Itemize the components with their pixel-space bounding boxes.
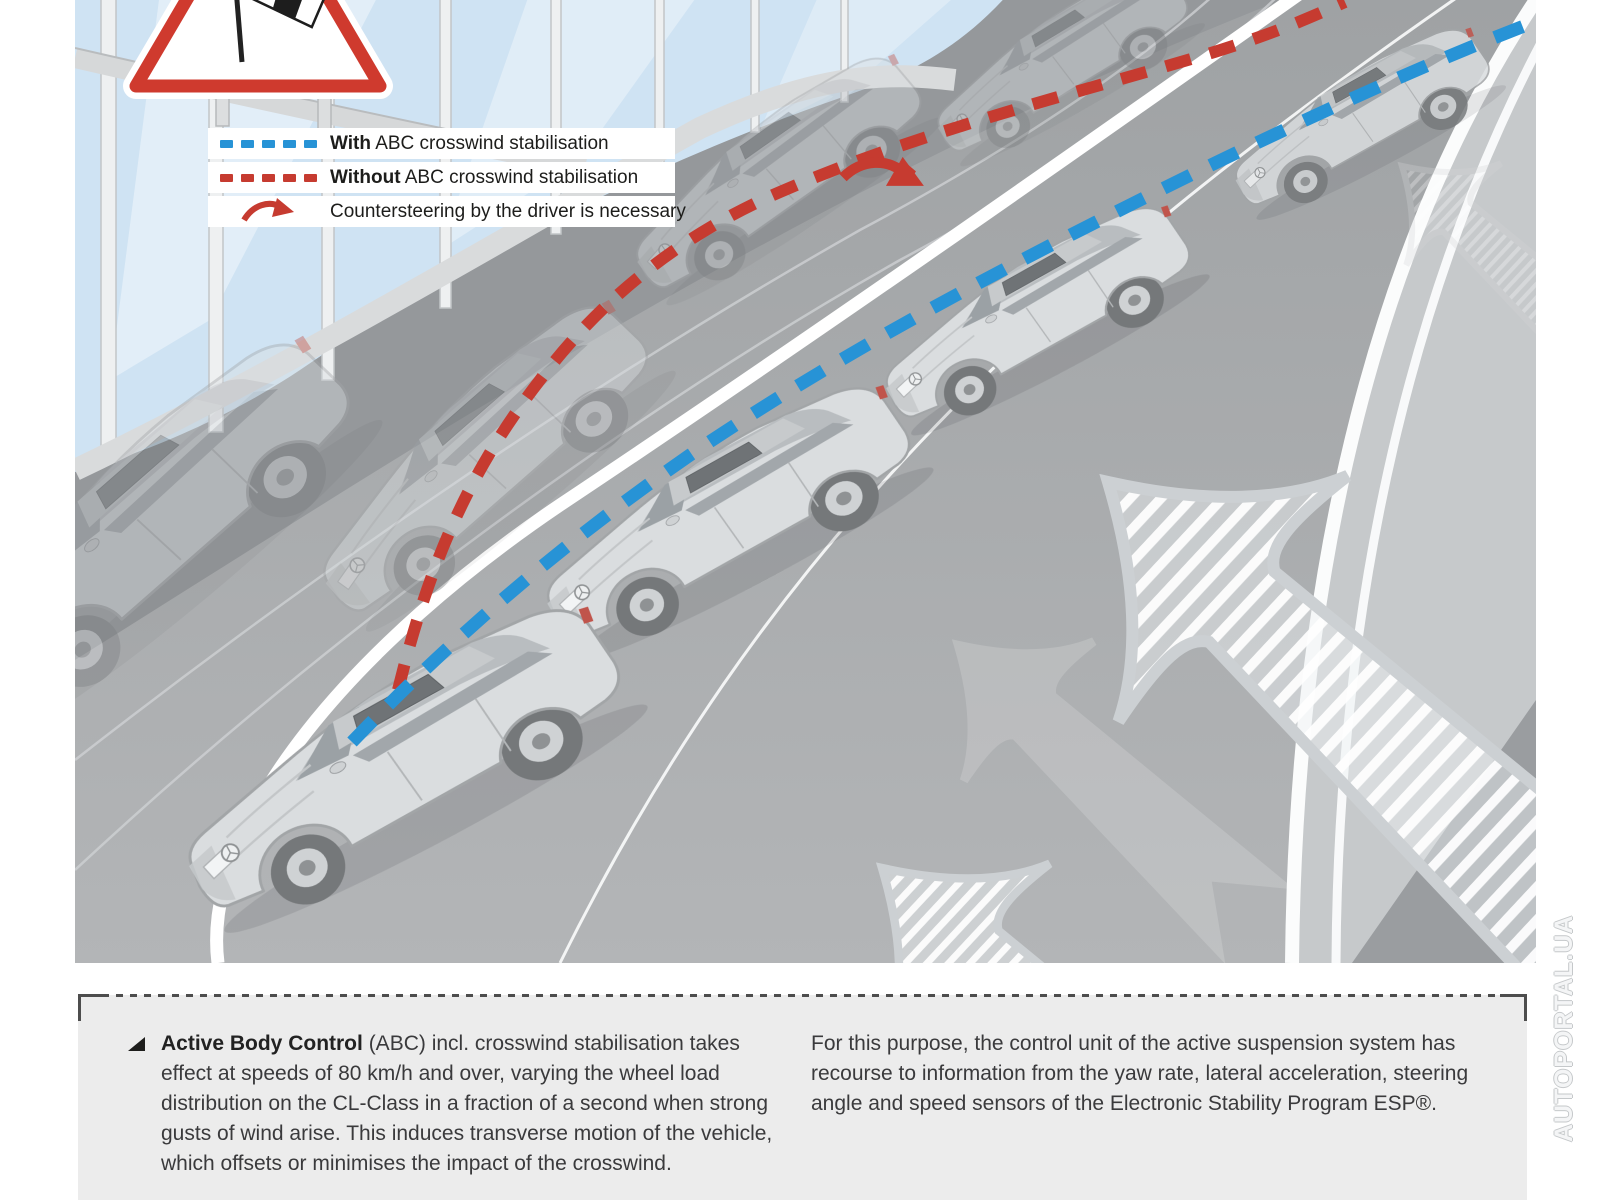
caption-box [78, 995, 1527, 1200]
corner-bracket-right [1500, 994, 1527, 1021]
caption-left-column [128, 1029, 773, 1179]
caption-right-text: For this purpose, the control unit of the active suspension system has recourse to information from the yaw rate, lateral acceleration, steering angle and speed sensors of the Electronic Stability Program ESP®. [811, 1032, 1469, 1115]
dashed-border-top [102, 994, 1503, 997]
legend-label: Without ABC crosswind stabilisation [330, 166, 639, 188]
corner-bracket-left [78, 994, 105, 1021]
caption-right-column [811, 1029, 1471, 1179]
legend [208, 128, 686, 230]
blue-dashed-line-icon [218, 140, 318, 148]
legend-row-countersteering [208, 196, 686, 227]
legend-label: Countersteering by the driver is necessary [330, 200, 686, 222]
legend-row-with-abc [208, 128, 675, 159]
bullet-triangle-icon [128, 1037, 145, 1051]
red-dashed-line-icon [218, 174, 318, 182]
caption-left-text: Active Body Control (ABC) incl. crosswind stabilisation takes effect at speeds of 80 km/h and over, varying the wheel load distribution on the CL-Class in a fraction of a second when strong gusts of wind arise. This induces transverse motion of the vehicle, which offsets or minimises the impact of the crosswind. [161, 1032, 773, 1175]
watermark: AUTOPORTAL.UA [1550, 914, 1578, 1142]
crosswind-illustration [75, 0, 1536, 963]
legend-label: With ABC crosswind stabilisation [330, 132, 609, 154]
countersteering-arrow-icon [218, 198, 318, 226]
legend-row-without-abc [208, 162, 675, 193]
